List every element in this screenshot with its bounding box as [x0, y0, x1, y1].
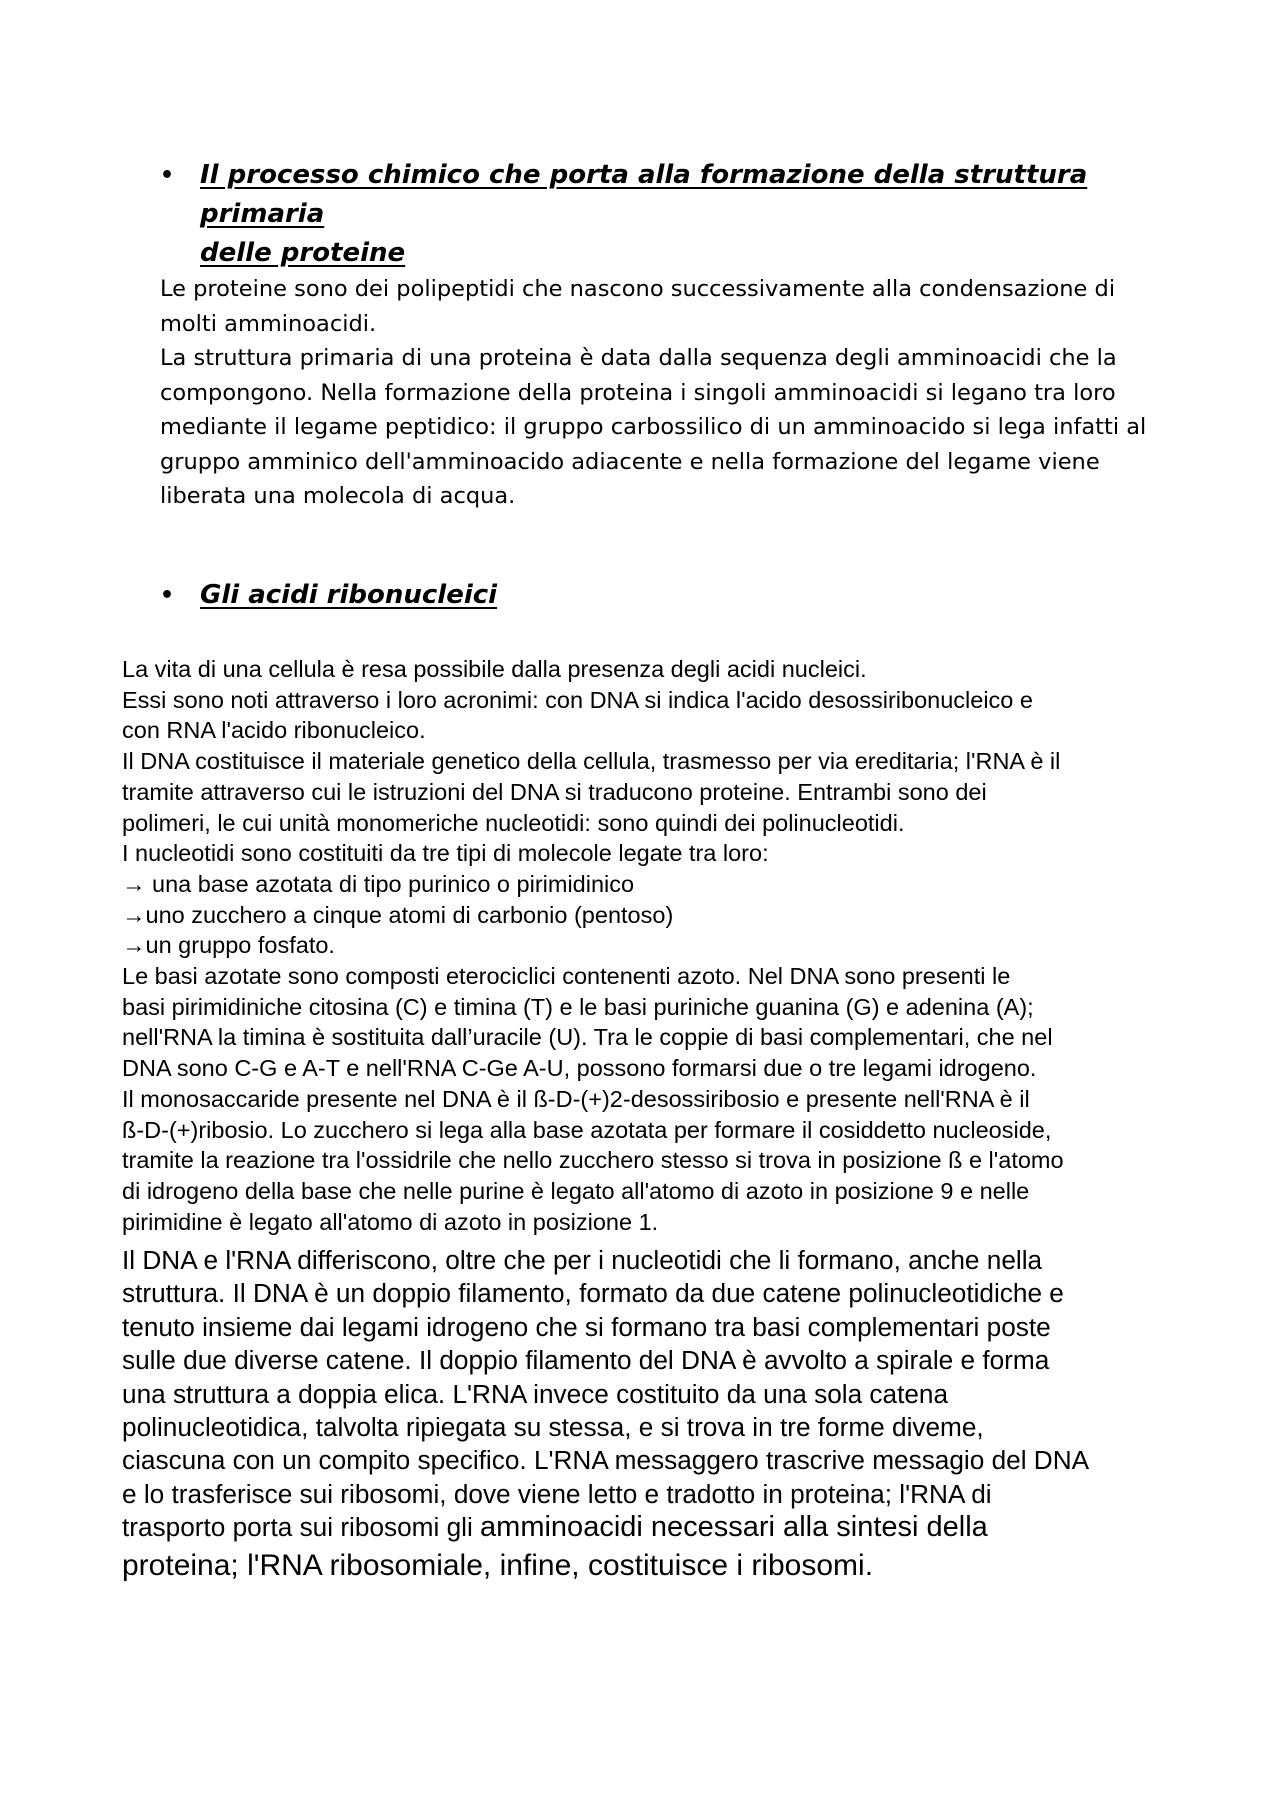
body-line: ß-D-(+)ribosio. Lo zucchero si lega alla base azotata per formare il cosiddetto nucleoside, — [122, 1116, 1052, 1143]
body-line: Il monosaccaride presente nel DNA è il ß-D-(+)2-desossiribosio e presente nell'RNA è il — [122, 1085, 1030, 1112]
body-line: tramite attraverso cui le istruzioni del DNA si traducono proteine. Entrambi sono dei — [122, 778, 987, 805]
section2-body — [122, 654, 1182, 1237]
bullet-icon: • — [160, 583, 175, 608]
section1-heading — [160, 156, 1160, 273]
mixed-size-line — [122, 1511, 1192, 1544]
body-line: una struttura a doppia elica. L'RNA invece costituito da una sola catena — [122, 1378, 949, 1409]
body-line: gruppo amminico dell'amminoacido adiacente e nella formazione del legame viene — [160, 448, 1100, 475]
body-line: Essi sono noti attraverso i loro acronimi: con DNA si indica l'acido desossiribonucleico e — [122, 686, 1033, 713]
final-line: proteina; l'RNA ribosomiale, infine, costituisce i ribosomi. — [122, 1548, 874, 1582]
body-line: nell'RNA la timina è sostituita dall’uracile (U). Tra le coppie di basi complementari, che nel — [122, 1024, 1053, 1051]
bullet-icon: • — [160, 163, 175, 188]
body-line: struttura. Il DNA è un doppio filamento, formato da due catene polinucleotidiche e — [122, 1278, 1064, 1309]
section2-heading — [160, 576, 1160, 615]
body-line: Il DNA costituisce il materiale genetico della cellula, trasmesso per via ereditaria; l'RNA è il — [122, 748, 1061, 775]
body-line: Il DNA e l'RNA differiscono, oltre che per i nucleotidi che li formano, anche nella — [122, 1245, 1043, 1275]
section1-heading-line: Il processo chimico che porta alla formazione della struttura primaria — [200, 160, 1088, 229]
body-line: e lo trasferisce sui ribosomi, dove viene letto e tradotto in proteina; l'RNA di — [122, 1478, 992, 1509]
body-line: compongono. Nella formazione della proteina i singoli amminoacidi si legano tra loro — [160, 379, 1116, 406]
small-text: trasporto porta sui ribosomi gli — [122, 1512, 481, 1543]
section3-body — [122, 1244, 1192, 1587]
list-item: →un gruppo fosfato. — [122, 932, 335, 959]
body-line: La vita di una cellula è resa possibile dalla presenza degli acidi nucleici. — [122, 656, 867, 682]
body-line: mediante il legame peptidico: il gruppo carbossilico di un amminoacido si lega infatti al — [160, 414, 1147, 440]
body-line: polimeri, le cui unità monomeriche nucleotidi: sono quindi dei polinucleotidi. — [122, 809, 905, 836]
body-line: Le basi azotate sono composti eterociclici contenenti azoto. Nel DNA sono presenti le — [122, 963, 1011, 990]
list-item: → una base azotata di tipo purinico o pirimidinico — [122, 870, 635, 897]
section2-heading-text: Gli acidi ribonucleici — [200, 580, 498, 610]
body-line: polinucleotidica, talvolta ripiegata su stessa, e si trova in tre forme diveme, — [122, 1412, 984, 1443]
body-line: con RNA l'acido ribonucleico. — [122, 717, 426, 744]
body-line: La struttura primaria di una proteina è data dalla sequenza degli amminoacidi che la — [160, 345, 1117, 371]
body-line: liberata una molecola di acqua. — [160, 483, 516, 509]
section1-body — [160, 272, 1160, 514]
body-line: molti amminoacidi. — [160, 310, 377, 337]
body-line: di idrogeno della base che nelle purine è legato all'atomo di azoto in posizione 9 e nelle — [122, 1177, 1030, 1204]
body-line: sulle due diverse catene. Il doppio filamento del DNA è avvolto a spirale e forma — [122, 1345, 1050, 1376]
body-line: ciascuna con un compito specifico. L'RNA messaggero trascrive messagio del DNA — [122, 1445, 1090, 1476]
section1-heading-line: delle proteine — [200, 238, 406, 268]
body-line: I nucleotidi sono costituiti da tre tipi di molecole legate tra loro: — [122, 840, 769, 867]
body-line: Le proteine sono dei polipeptidi che nascono successivamente alla condensazione di — [160, 276, 1116, 302]
body-line: DNA sono C-G e A-T e nell'RNA C-Ge A-U, possono formarsi due o tre legami idrogeno. — [122, 1055, 1037, 1082]
body-line: pirimidine è legato all'atomo di azoto in posizione 1. — [122, 1208, 659, 1235]
large-text: amminoacidi necessari alla sintesi della — [480, 1511, 988, 1544]
body-line: tenuto insieme dai legami idrogeno che si formano tra basi complementari poste — [122, 1311, 1051, 1342]
body-line: tramite la reazione tra l'ossidrile che nello zucchero stesso si trova in posizione ß e l'atomo — [122, 1147, 1064, 1174]
list-item: →uno zucchero a cinque atomi di carbonio (pentoso) — [122, 901, 674, 928]
body-line: basi pirimidiniche citosina (C) e timina (T) e le basi puriniche guanina (G) e adenina (A); — [122, 993, 1034, 1020]
